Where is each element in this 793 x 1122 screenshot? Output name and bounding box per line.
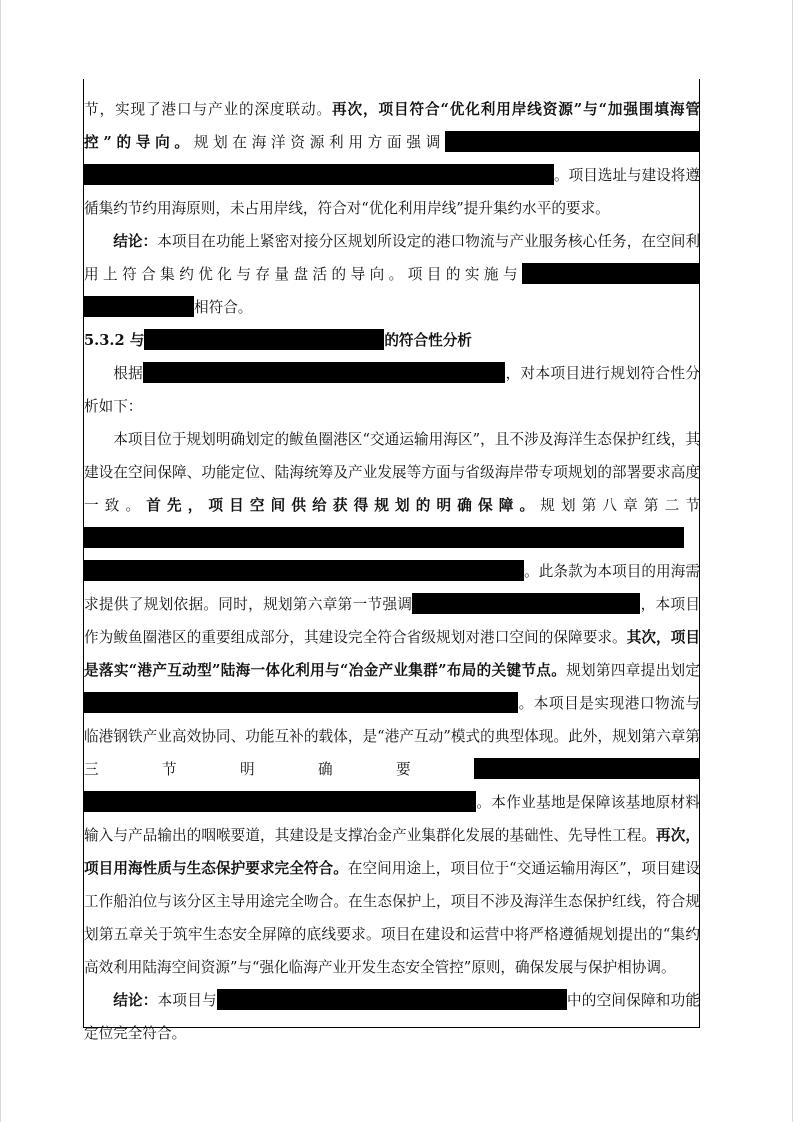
bold-text: 再次，项目符合“优化利用岸线资源”与“加强围填海管控”的导向。 xyxy=(84,101,700,151)
bold-text: 其次，项目是落实“港产互动型”陆海一体化利用与“冶金产业集群”布局的关键节点。 xyxy=(84,629,700,679)
redaction-block xyxy=(412,593,640,614)
text-run: 节，实现了港口与产业的深度联动。 xyxy=(84,101,332,118)
redaction-block xyxy=(84,560,524,581)
redaction-block xyxy=(84,692,504,713)
text-run: 中的空间保障和功能定位完全符合。 xyxy=(84,992,700,1042)
redaction-block xyxy=(84,164,554,185)
text-run: 。项目选址与建设将遵循集约节约用海原则，未占用岸线，符合对“优化利用岸线”提升集约水平的要求。 xyxy=(84,167,700,217)
text-run: 规划在海洋资源利用方面强调 xyxy=(193,134,445,151)
bold-text: 5.3.2 与 xyxy=(84,332,145,349)
redaction-block xyxy=(217,989,567,1010)
redaction-block xyxy=(84,527,684,548)
text-run: 。本项目是实现港口物流与临港钢铁产业高效协同、功能互补的载体，是“港产互动”模式的典型体现。此外，规划第六章第三节明确要 xyxy=(84,695,700,778)
redaction-block xyxy=(144,329,384,350)
bold-text: 的符合性分析 xyxy=(384,332,472,349)
paragraph xyxy=(84,423,700,984)
text-run: 。此条款为本项目的用海需求提供了规划依据。同时，规划第六章第一节强调 xyxy=(84,563,700,613)
paragraph xyxy=(84,225,700,324)
paragraph xyxy=(84,93,700,225)
redaction-block xyxy=(504,692,518,713)
text-run: ，本项目作为鲅鱼圈港区的重要组成部分，其建设完全符合省级规划对港口空间的保障要求。 xyxy=(84,596,700,646)
redaction-block xyxy=(84,296,194,317)
redaction-block xyxy=(84,791,476,812)
paragraph xyxy=(84,984,700,1050)
text-run: ，对本项目进行规划符合性分析如下： xyxy=(84,365,700,415)
bold-text: 结论： xyxy=(113,992,158,1009)
bold-text: 再次，项目用海性质与生态保护要求完全符合。 xyxy=(84,827,700,877)
redaction-block xyxy=(474,758,700,779)
text-run: 规划第八章第二节 xyxy=(540,497,700,514)
text-run: 相符合。 xyxy=(194,299,253,316)
section-heading xyxy=(84,324,700,357)
text-run: 本项目位于规划明确划定的鲅鱼圈港区“交通运输用海区”，且不涉及海洋生态保护红线，其建设在空间保障、功能定位、陆海统筹及产业发展等方面与省级海岸带专项规划的部署要求高度一致。 xyxy=(84,431,700,514)
text-run: 在空间用途上，项目位于“交通运输用海区”，项目建设工作船泊位与该分区主导用途完全吻合。在生态保护上，项目不涉及海洋生态保护红线，符合规划第五章关于筑牢生态安全屏障的底线要求。项目在建设和运营中将严格遵循规划提出的“集约高效利用陆海空间资源”与“强化临海产业开发生态安全管控”原则，确保发展与保护相协调。 xyxy=(84,860,700,976)
text-run: 本项目在功能上紧密对接分区规划所设定的港口物流与产业服务核心任务，在空间利用上符合集约优化与存量盘活的导向。项目的实施与 xyxy=(84,233,700,283)
redaction-block xyxy=(445,131,700,152)
document-body xyxy=(84,93,700,1050)
paragraph xyxy=(84,357,700,423)
bold-text: 结论： xyxy=(113,233,158,250)
page-edge-left xyxy=(0,0,1,1122)
text-run: 。本作业基地是保障该基地原材料输入与产品输出的咽喉要道，其建设是支撑冶金产业集群化发展的基础性、先导性工程。 xyxy=(84,794,700,844)
text-run: 根据 xyxy=(113,365,144,382)
text-run: 规划第四章提出划定 xyxy=(566,662,700,679)
redaction-block xyxy=(522,263,700,284)
redaction-block xyxy=(143,362,505,383)
text-run: 本项目与 xyxy=(157,992,217,1009)
bold-text: 首先，项目空间供给获得规划的明确保障。 xyxy=(146,497,541,514)
